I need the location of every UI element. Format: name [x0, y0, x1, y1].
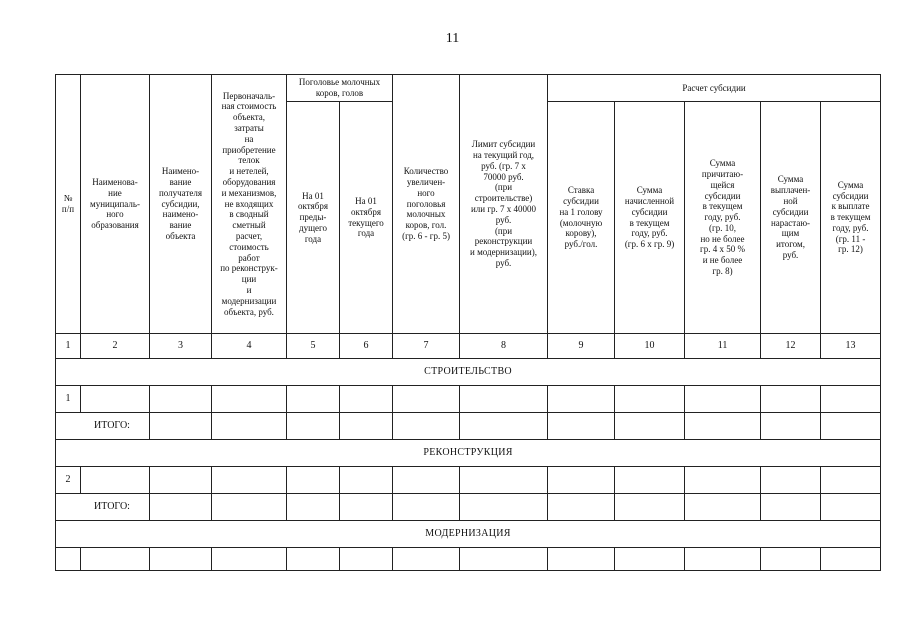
empty-cell [761, 386, 821, 413]
empty-cell [685, 494, 761, 521]
page-number: 11 [445, 31, 460, 46]
header-cows-previous-year: На 01 октября преды- дущего года [287, 102, 340, 334]
empty-cell [150, 467, 212, 494]
header-cows-group: Поголовье молочных коров, голов [287, 75, 393, 102]
empty-cell [150, 494, 212, 521]
header-calculation-group: Расчет субсидии [548, 75, 881, 102]
header-rate-per-head: Ставка субсидии на 1 голову (молочную корову), руб./гол. [548, 102, 615, 334]
empty-cell [150, 386, 212, 413]
empty-cell [548, 413, 615, 440]
column-number: 3 [150, 334, 212, 359]
header-cows-current-year: На 01 октября текущего года [340, 102, 393, 334]
row-number-cell: 1 [56, 386, 81, 413]
header-herd-increase: Количество увеличен- ного поголовья молочных коров, гол. (гр. 6 - гр. 5) [393, 75, 460, 334]
total-row [56, 494, 881, 521]
empty-cell [393, 548, 460, 571]
header-payable-subsidy: Сумма субсидии к выплате в текущем году, руб. (гр. 11 - гр. 12) [821, 102, 881, 334]
empty-cell [81, 386, 150, 413]
header-due-subsidy: Сумма причитаю- щейся субсидии в текущем году, руб. (гр. 10, но не более гр. 4 х 50 % и не более гр. 8) [685, 102, 761, 334]
empty-cell [548, 494, 615, 521]
header-accrued-subsidy: Сумма начисленной субсидии в текущем году, руб. (гр. 6 х гр. 9) [615, 102, 685, 334]
table-row [56, 467, 881, 494]
empty-cell [287, 386, 340, 413]
section-reconstruction: РЕКОНСТРУКЦИЯ [56, 440, 881, 467]
empty-cell [548, 467, 615, 494]
empty-cell [460, 413, 548, 440]
empty-cell [685, 386, 761, 413]
column-number: 8 [460, 334, 548, 359]
empty-cell [393, 386, 460, 413]
column-number: 9 [548, 334, 615, 359]
empty-cell [685, 548, 761, 571]
column-number: 10 [615, 334, 685, 359]
empty-cell [340, 386, 393, 413]
empty-cell [340, 467, 393, 494]
header-recipient: Наимено- вание получателя субсидии, наимено- вание объекта [150, 75, 212, 334]
empty-cell [460, 467, 548, 494]
column-number: 12 [761, 334, 821, 359]
column-number: 11 [685, 334, 761, 359]
empty-cell [615, 386, 685, 413]
empty-cell [393, 494, 460, 521]
column-number-row [56, 334, 881, 359]
column-number: 13 [821, 334, 881, 359]
empty-cell [340, 494, 393, 521]
empty-cell [761, 413, 821, 440]
empty-cell [393, 413, 460, 440]
empty-cell [287, 494, 340, 521]
empty-cell [212, 494, 287, 521]
empty-cell [821, 467, 881, 494]
empty-cell [150, 413, 212, 440]
header-initial-cost: Первоначаль- ная стоимость объекта, затраты на приобретение телок и нетелей, оборудования и механизмов, не входящих в сводный сметный расчет, стоимость работ по реконструк- ции и модернизации объекта, руб. [212, 75, 287, 334]
empty-cell [287, 413, 340, 440]
empty-cell [287, 467, 340, 494]
empty-cell [685, 413, 761, 440]
column-number: 4 [212, 334, 287, 359]
column-number: 7 [393, 334, 460, 359]
header-row-number: № п/п [56, 75, 81, 334]
empty-cell [56, 548, 81, 571]
table-row [56, 386, 881, 413]
empty-cell [761, 548, 821, 571]
section-modernization: МОДЕРНИЗАЦИЯ [56, 521, 881, 548]
header-paid-subsidy: Сумма выплачен- ной субсидии нарастаю- щим итогом, руб. [761, 102, 821, 334]
empty-cell [821, 548, 881, 571]
column-number: 1 [56, 334, 81, 359]
subsidy-calculation-table [55, 74, 881, 571]
column-number: 2 [81, 334, 150, 359]
column-number: 6 [340, 334, 393, 359]
empty-cell [212, 413, 287, 440]
empty-cell [393, 467, 460, 494]
empty-cell [212, 548, 287, 571]
empty-cell [81, 548, 150, 571]
empty-cell [615, 494, 685, 521]
empty-cell [150, 548, 212, 571]
empty-cell [287, 548, 340, 571]
empty-cell [761, 467, 821, 494]
empty-cell [460, 386, 548, 413]
empty-cell [821, 494, 881, 521]
row-number-cell: 2 [56, 467, 81, 494]
empty-cell [81, 467, 150, 494]
empty-cell [212, 467, 287, 494]
empty-cell [460, 494, 548, 521]
total-label: ИТОГО: [56, 413, 150, 440]
empty-cell [212, 386, 287, 413]
empty-cell [821, 413, 881, 440]
header-municipality: Наименова- ние муниципаль- ного образования [81, 75, 150, 334]
total-row [56, 413, 881, 440]
empty-cell [761, 494, 821, 521]
empty-cell [615, 548, 685, 571]
column-number: 5 [287, 334, 340, 359]
empty-cell [615, 413, 685, 440]
empty-cell [685, 467, 761, 494]
empty-cell [548, 386, 615, 413]
section-construction: СТРОИТЕЛЬСТВО [56, 359, 881, 386]
empty-cell [340, 548, 393, 571]
empty-cell [821, 386, 881, 413]
table-row [56, 548, 881, 571]
empty-cell [548, 548, 615, 571]
empty-cell [340, 413, 393, 440]
header-subsidy-limit: Лимит субсидии на текущий год, руб. (гр. 7 х 70000 руб. (при строительстве) или гр. 7 х 40000 руб. (при реконструкции и модернизации), руб. [460, 75, 548, 334]
empty-cell [460, 548, 548, 571]
total-label: ИТОГО: [56, 494, 150, 521]
empty-cell [615, 467, 685, 494]
